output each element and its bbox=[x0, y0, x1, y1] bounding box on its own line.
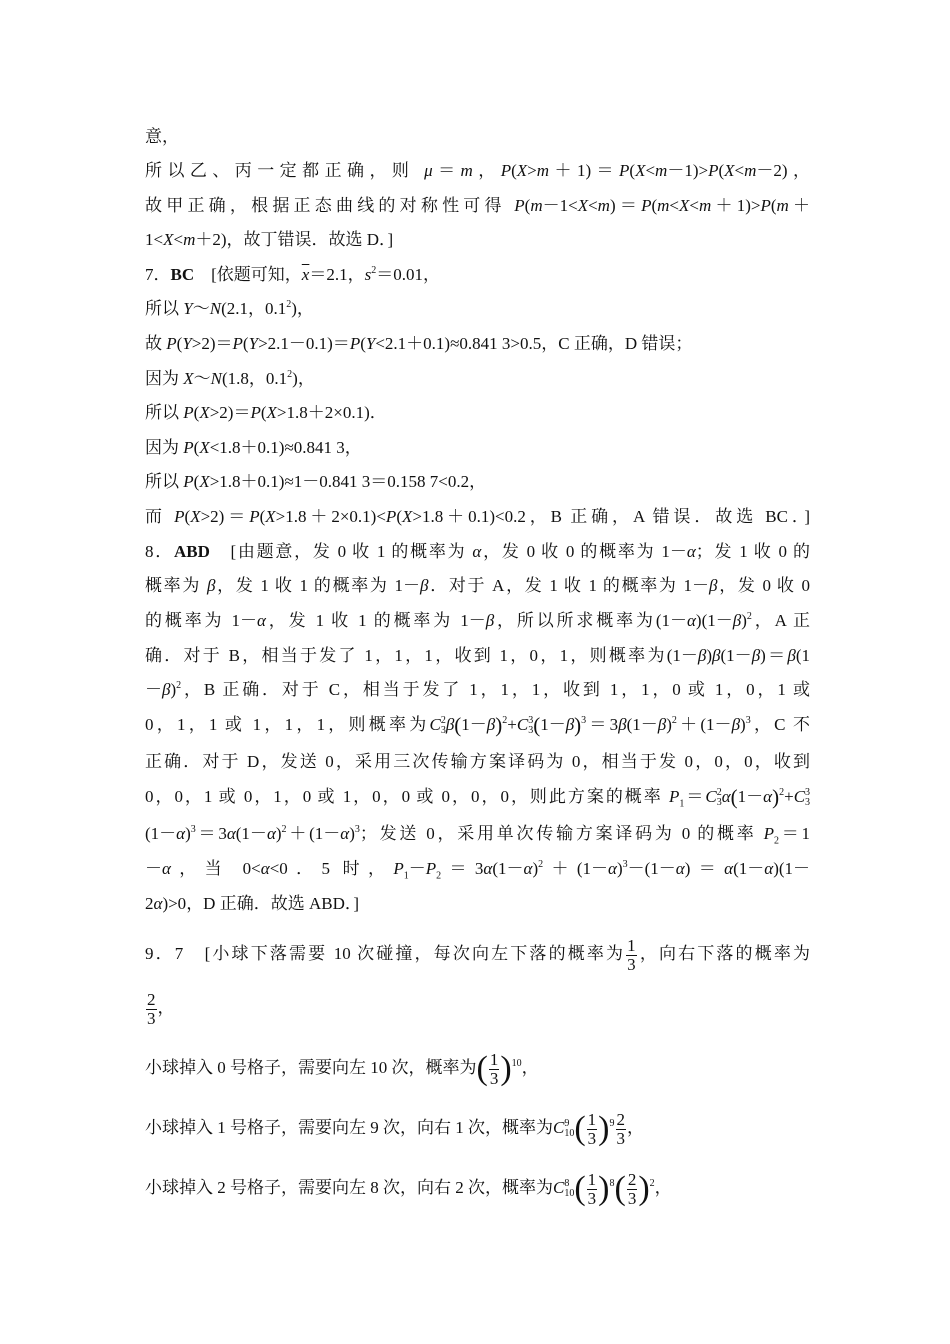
line-3: 故甲正确，根据正态曲线的对称性可得 P(m－1<X<m)＝P(m<X<m＋1)>P(m＋ bbox=[145, 196, 811, 215]
line-23: 2α)>0，D 正确．故选 ABD．] bbox=[145, 894, 360, 913]
line-14: 概率为 β，发 1 收 1 的概率为 1－β．对于 A，发 1 收 1 的概率为 1－β，发 0 收 0 bbox=[145, 576, 811, 595]
line-12: 而 P(X>2)＝P(X>1.8＋2×0.1)<P(X>1.8＋0.1)<0.2，B 正确，A 错误．故选 BC．] bbox=[145, 507, 811, 526]
line-6: 所以 Y～N(2.1，$0.1^2$)， bbox=[145, 299, 314, 318]
line-17: －β)$^2$，B 正确．对于 C，相当于发了 1，1，1，收到 1，1，0 或 1，0，1 或 bbox=[145, 680, 810, 699]
line-2: 所以乙、丙一定都正确，则 μ＝m，P(X>m＋1)＝P(X<m－1)>P(X<m－2)， bbox=[145, 161, 811, 180]
line-27: 小球掉入 1 号格子，需要向左 9 次，向右 1 次，概率为C 9 10 ( $\frac{1}{3}$ )$^9$ $\frac{2}{3}$ ， bbox=[145, 1109, 644, 1148]
line-18: 0，1，1 或 1，1，1，则概率为C 2 3 $\beta(1-\beta)^2+C$ 3 3 $(1-\beta)^3=3\beta(1-\beta)^2+(1-\beta)^3$，C 不 bbox=[145, 713, 810, 737]
line-25: $\frac{2}{3}$ ， bbox=[147, 989, 175, 1028]
line-28: 小球掉入 2 号格子，需要向左 8 次，向右 2 次，概率为C 8 10 ( $\frac{1}{3}$ )$^8$( $\frac{2}{3}$ )$^2$， bbox=[145, 1169, 672, 1208]
line-5: 7．BC [依题可知，$\overline{x}=2.1$，$s^2=0.01$， bbox=[145, 265, 440, 284]
line-26: 小球掉入 0 号格子，需要向左 10 次，概率为( $\frac{1}{3}$ )$^{10}$， bbox=[145, 1049, 539, 1088]
line-11: 所以 P(X>1.8＋0.1)≈1－0.841 3＝0.158 7<0.2， bbox=[145, 472, 487, 491]
line-24: 9．7 [小球下落需要 10 次碰撞，每次向左下落的概率为 $\frac{1}{3}$ ，向右下落的概率为 bbox=[145, 935, 811, 974]
line-10: 因为 P(X<1.8＋0.1)≈0.841 3， bbox=[145, 438, 362, 457]
line-21: $(1-\alpha)^3=3\alpha(1-\alpha)^2+(1-\alpha)^3$；发送 0，采用单次传输方案译码为 0 的概率 $P_2=1$ bbox=[145, 824, 811, 847]
line-4: 1<X<m＋2)，故丁错误．故选 D．] bbox=[145, 230, 394, 249]
line-13: 8．ABD [由题意，发 0 收 1 的概率为 α，发 0 收 0 的概率为 1－α；发 1 收 0 的 bbox=[145, 542, 811, 561]
line-15: 的概率为 1－α，发 1 收 1 的概率为 1－β，所以所求概率为$(1-\alpha)(1-\beta)^2$，A 正 bbox=[145, 611, 811, 630]
line-19: 正确．对于 D，发送 0，采用三次传输方案译码为 0，相当于发 0，0，0，收到 bbox=[145, 752, 810, 771]
line-20: 0，0，1 或 0，1，0 或 1，0，0 或 0，0，0，则此方案的概率 $P_1=C$ 2 3 $\alpha(1-\alpha)^2+C$ 3 3 bbox=[145, 785, 811, 810]
line-7: 故 P(Y>2)＝P(Y>2.1－0.1)＝P(Y<2.1＋0.1)≈0.841 3>0.5，C 正确，D 错误； bbox=[145, 334, 693, 353]
line-16: 确．对于 B，相当于发了 1，1，1，收到 1，0，1，则概率为(1－β)β(1－β)＝β(1 bbox=[145, 646, 810, 665]
line-22: －α，当 0<α<0．5 时，$P_1-P_2=3\alpha(1-\alpha)^2+(1-\alpha)^3-(1-\alpha)=\alpha(1-\alpha)(1-$ bbox=[145, 859, 811, 882]
line-9: 所以 P(X>2)＝P(X>1.8＋2×0.1)． bbox=[145, 403, 387, 422]
line-1: 意， bbox=[145, 127, 179, 146]
line-8: 因为 X～N(1.8，$0.1^2$)， bbox=[145, 369, 315, 388]
